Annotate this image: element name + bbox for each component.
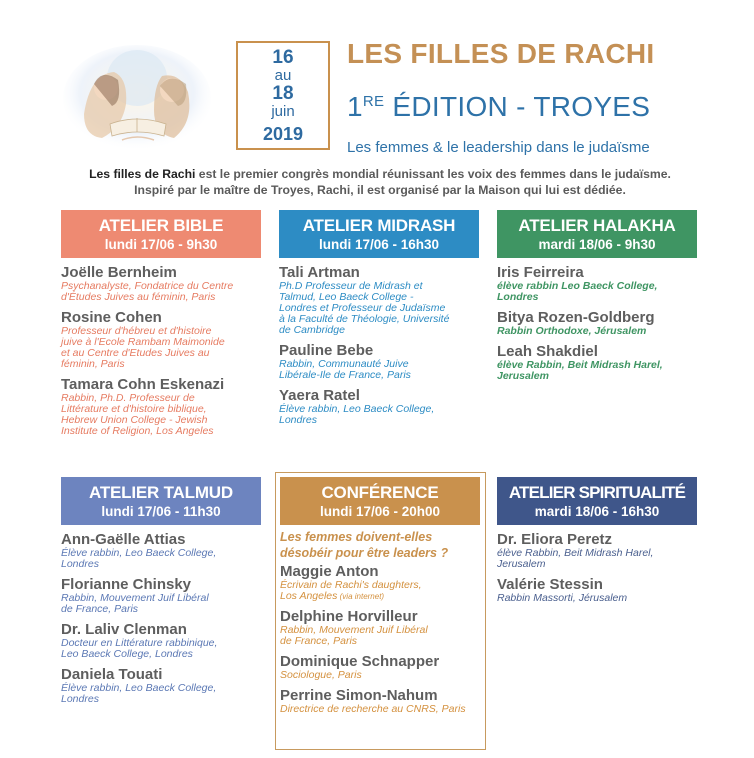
speaker-description: d'Études Juives au féminin, Paris <box>61 291 216 303</box>
speaker-description: Libérale-Ile de France, Paris <box>279 369 411 381</box>
atelier-name: ATELIER TALMUD <box>89 483 233 502</box>
conference-date: lundi 17/06 - 20h00 <box>319 504 441 519</box>
speaker-description: et au Centre d'Etudes Juives au <box>61 347 210 359</box>
speaker-description: Élève rabbin, Leo Baeck College, <box>61 682 217 694</box>
atelier-date: lundi 17/06 - 16h30 <box>318 237 440 252</box>
speaker-name: Daniela Touati <box>61 666 163 683</box>
speaker <box>61 576 261 615</box>
atelier-halakha-header <box>497 210 697 258</box>
speaker-description: Hebrew Union College - Jewish <box>61 414 208 426</box>
conference-question <box>280 529 480 561</box>
speaker-list <box>280 563 480 715</box>
speaker-list <box>279 264 479 426</box>
speaker <box>280 608 480 647</box>
speaker-description: Rabbin, Mouvement Juif Libéral <box>280 624 428 636</box>
speaker <box>61 264 261 303</box>
speaker-description: Londres <box>61 558 99 570</box>
speaker-description: élève rabbin Leo Baeck College, <box>497 280 658 292</box>
speaker-description-text: Los Angeles <box>280 590 338 602</box>
atelier-date: lundi 17/06 - 9h30 <box>104 237 218 252</box>
atelier-halakha <box>497 210 697 382</box>
date-au: au <box>274 67 292 84</box>
speaker-description: Psychanalyste, Fondatrice du Centre <box>61 280 234 292</box>
atelier-bible-header <box>61 210 261 258</box>
speaker <box>61 376 261 437</box>
speaker-name: Dr. Eliora Peretz <box>497 531 613 548</box>
conference-name: CONFÉRENCE <box>321 483 439 502</box>
speaker <box>61 666 261 705</box>
atelier-name: ATELIER SPIRITUALITÉ <box>508 483 686 502</box>
atelier-talmud-header <box>61 477 261 525</box>
atelier-bible <box>61 210 261 437</box>
speaker-description: Élève rabbin, Leo Baeck College, <box>279 403 435 415</box>
speaker-description: Londres et Professeur de Judaïsme <box>279 302 446 314</box>
speaker-list <box>497 264 697 382</box>
speaker-name: Leah Shakdiel <box>497 343 598 360</box>
edition-suffix: RE <box>362 93 385 110</box>
speaker-description: à la Faculté de Théologie, Université <box>279 313 450 325</box>
start-day: 16 <box>272 47 294 68</box>
speaker <box>280 653 480 681</box>
speaker-description: Rabbin, Ph.D. Professeur de <box>61 392 195 404</box>
speaker-description <box>280 591 480 602</box>
month: juin <box>271 103 295 120</box>
speaker-list <box>497 531 697 604</box>
speaker-name: Perrine Simon-Nahum <box>280 687 438 704</box>
speaker-description: Docteur en Littérature rabbinique, <box>61 637 218 649</box>
edition-number: 1 <box>347 91 363 122</box>
edition-text: ÉDITION - TROYES <box>384 91 651 122</box>
speaker <box>279 387 479 426</box>
speaker <box>61 621 261 660</box>
speaker-description: Rabbin Orthodoxe, Jérusalem <box>497 325 647 337</box>
speaker-name: Dr. Laliv Clenman <box>61 621 187 638</box>
speaker-description: Sociologue, Paris <box>280 669 362 681</box>
atelier-talmud <box>61 477 261 705</box>
speaker-name: Florianne Chinsky <box>61 576 192 593</box>
atelier-name: ATELIER MIDRASH <box>302 216 456 235</box>
page-title: LES FILLES DE RACHI <box>347 38 655 69</box>
atelier-spiritualite-header <box>497 477 697 525</box>
speaker-description: Institute of Religion, Los Angeles <box>61 425 214 437</box>
conference <box>280 477 480 715</box>
speaker-description: juive à l'Ecole Rambam Maimonide <box>61 336 225 348</box>
speaker <box>497 264 697 303</box>
speaker-description: de France, Paris <box>61 603 139 615</box>
speaker-description: Écrivain de Rachi's daughters, <box>280 579 422 591</box>
speaker-name: Joëlle Bernheim <box>61 264 177 281</box>
intro-line-2: Inspiré par le maître de Troyes, Rachi, il est organisé par la Maison qui lui est dédiée. <box>134 183 626 197</box>
speaker-description: Rabbin, Communauté Juive <box>279 358 409 370</box>
speaker-name: Yaera Ratel <box>279 387 360 404</box>
speaker-name: Delphine Horvilleur <box>280 608 418 625</box>
speaker-name: Ann-Gaëlle Attias <box>61 531 186 548</box>
speaker <box>279 342 479 381</box>
speaker-description: Littérature et d'histoire biblique, <box>61 403 207 415</box>
speaker-description: de France, Paris <box>280 635 358 647</box>
question-line-1: Les femmes doivent-elles <box>280 530 433 544</box>
speaker <box>61 309 261 370</box>
speaker <box>497 531 697 570</box>
rachi-daughters-illustration <box>62 44 212 152</box>
speaker-description: Jerusalem <box>497 558 546 570</box>
atelier-date: mardi 18/06 - 9h30 <box>538 237 656 252</box>
speaker <box>497 576 697 604</box>
year: 2019 <box>262 124 304 144</box>
speaker-description: Jerusalem <box>497 370 549 382</box>
atelier-date: mardi 18/06 - 16h30 <box>534 504 660 519</box>
speaker-description: élève Rabbin, Beit Midrash Harel, <box>497 547 654 559</box>
speaker-name: Dominique Schnapper <box>280 653 440 670</box>
intro-highlight: Les filles de Rachi <box>89 167 196 181</box>
speaker-description: Élève rabbin, Leo Baeck College, <box>61 547 217 559</box>
speaker-description: élève Rabbin, Beit Midrash Harel, <box>497 359 663 371</box>
speaker-name: Tali Artman <box>279 264 360 281</box>
speaker-note: (via internet) <box>337 592 385 601</box>
speaker-name: Maggie Anton <box>280 563 379 580</box>
speaker-name: Iris Feirreira <box>497 264 584 281</box>
speaker <box>497 343 697 382</box>
edition-line <box>347 91 650 123</box>
date-box <box>236 41 330 150</box>
speaker-description: Leo Baeck College, Londres <box>61 648 193 660</box>
speaker-description: Londres <box>279 414 317 426</box>
speaker-description: Ph.D Professeur de Midrash et <box>279 280 423 292</box>
atelier-name: ATELIER HALAKHA <box>518 216 676 235</box>
speaker-list <box>61 264 261 437</box>
speaker <box>497 309 697 337</box>
speaker-description: Professeur d'hébreu et d'histoire <box>61 325 212 337</box>
speaker-description: de Cambridge <box>279 324 345 336</box>
question-line-2: désobéir pour être leaders ? <box>280 546 449 560</box>
speaker-name: Bitya Rozen-Goldberg <box>497 309 655 326</box>
conference-header <box>280 477 480 525</box>
speaker <box>280 563 480 602</box>
speaker <box>279 264 479 336</box>
end-day: 18 <box>272 83 294 104</box>
speaker-description: Londres <box>61 693 99 705</box>
speaker-name: Rosine Cohen <box>61 309 162 326</box>
speaker-list <box>61 531 261 705</box>
speaker-name: Tamara Cohn Eskenazi <box>61 376 225 393</box>
intro-line-1-rest: est le premier congrès mondial réunissant les voix des femmes dans le judaïsme. <box>195 167 671 181</box>
speaker <box>280 687 480 715</box>
speaker-name: Pauline Bebe <box>279 342 374 359</box>
speaker-description: Rabbin Massorti, Jérusalem <box>497 592 628 604</box>
speaker-description: Talmud, Leo Baeck College - <box>279 291 414 303</box>
speaker-description: Rabbin, Mouvement Juif Libéral <box>61 592 209 604</box>
atelier-date: lundi 17/06 - 11h30 <box>101 504 221 519</box>
subtitle: Les femmes & le leadership dans le judaïsme <box>347 139 650 156</box>
speaker-description: féminin, Paris <box>61 358 125 370</box>
speaker-description: Londres <box>497 291 539 303</box>
intro-line-1 <box>40 166 720 182</box>
speaker <box>61 531 261 570</box>
atelier-midrash-header <box>279 210 479 258</box>
speaker-name: Valérie Stessin <box>497 576 603 593</box>
atelier-spiritualite <box>497 477 697 604</box>
intro-text <box>40 166 720 198</box>
atelier-midrash <box>279 210 479 426</box>
atelier-name: ATELIER BIBLE <box>98 216 224 235</box>
speaker-description: Directrice de recherche au CNRS, Paris <box>280 703 466 715</box>
